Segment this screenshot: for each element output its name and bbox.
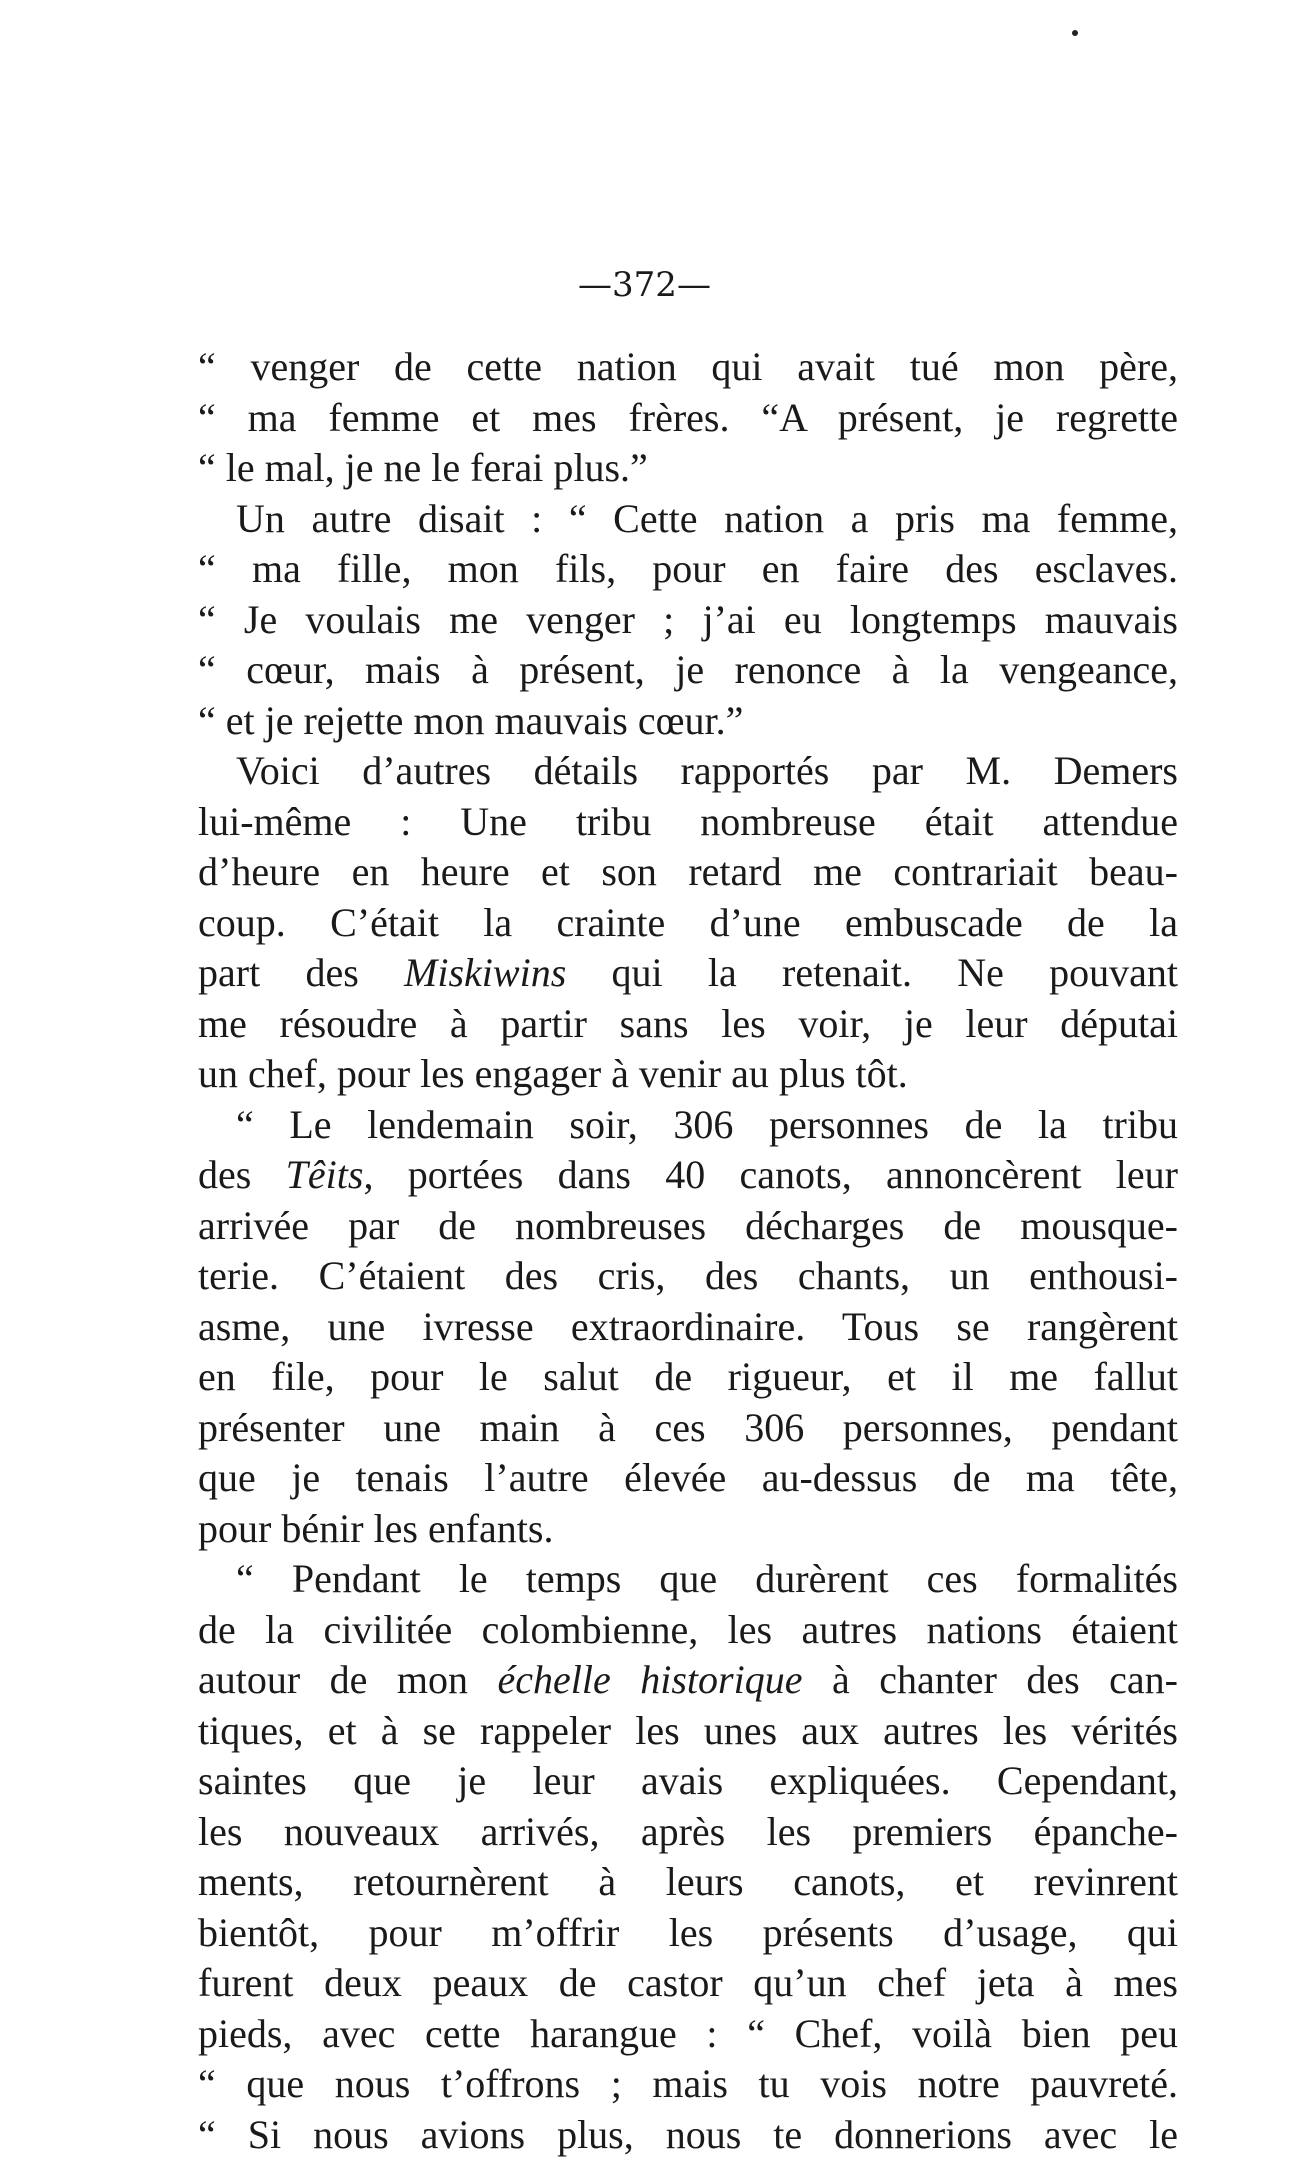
text-line-segment: Voici d’autres détails rapportés par M. Demers bbox=[236, 748, 1178, 793]
text-line bbox=[198, 1352, 1178, 1403]
page-body-text bbox=[198, 342, 1178, 2160]
text-line-segment: d’heure en heure et son retard me contrariait beau- bbox=[198, 849, 1178, 894]
text-line-segment: qui la retenait. Ne pouvant bbox=[566, 950, 1178, 995]
text-line bbox=[198, 1554, 1178, 1605]
text-line-segment: tiques, et à se rappeler les unes aux autres les vérités bbox=[198, 1707, 1178, 1753]
text-line bbox=[198, 443, 1178, 494]
page-number: —372— bbox=[578, 265, 711, 305]
text-line-segment: “ venger de cette nation qui avait tué mon père, bbox=[198, 344, 1178, 389]
text-line-segment: Un autre disait : “ Cette nation a pris ma femme, bbox=[236, 495, 1178, 541]
text-line-segment: “ Si nous avions plus, nous te donnerions avec le bbox=[198, 2111, 1178, 2157]
text-line-segment: bientôt, pour m’offrir les présents d’usage, qui bbox=[198, 1909, 1178, 1955]
text-line bbox=[198, 2009, 1178, 2060]
text-line bbox=[198, 1908, 1178, 1959]
text-line-segment: “ le mal, je ne le ferai plus.” bbox=[198, 445, 648, 490]
italic-term: Miskiwins bbox=[404, 950, 567, 995]
ink-speck bbox=[1072, 30, 1078, 36]
text-line-segment: un chef, pour les engager à venir au plus tôt. bbox=[198, 1051, 908, 1096]
text-line-segment: arrivée par de nombreuses décharges de mousque- bbox=[198, 1202, 1178, 1248]
text-line bbox=[198, 2110, 1178, 2161]
text-line bbox=[198, 1150, 1178, 1201]
text-line-segment: pour bénir les enfants. bbox=[198, 1505, 554, 1551]
text-line bbox=[198, 544, 1178, 595]
text-line bbox=[198, 1201, 1178, 1252]
text-line bbox=[198, 2059, 1178, 2110]
text-line bbox=[198, 1504, 1178, 1555]
text-line bbox=[198, 797, 1178, 848]
text-line-segment: “ Je voulais me venger ; j’ai eu longtemps mauvais bbox=[198, 596, 1178, 642]
text-line bbox=[198, 847, 1178, 898]
text-line-segment: saintes que je leur avais expliquées. Cependant, bbox=[198, 1758, 1178, 1803]
text-line-segment: me résoudre à partir sans les voir, je leur députai bbox=[198, 1000, 1178, 1046]
text-line bbox=[198, 1302, 1178, 1353]
text-line bbox=[198, 746, 1178, 797]
text-line-segment: part des bbox=[198, 950, 405, 995]
text-line bbox=[198, 393, 1178, 444]
text-line bbox=[198, 1958, 1178, 2009]
text-line-segment: lui-même : Une tribu nombreuse était attendue bbox=[198, 798, 1178, 844]
text-line-segment: terie. C’étaient des cris, des chants, un enthousi- bbox=[198, 1253, 1178, 1298]
text-line-segment: autour de mon bbox=[198, 1657, 498, 1702]
text-line bbox=[198, 1756, 1178, 1807]
text-line bbox=[198, 898, 1178, 949]
text-line-segment: en file, pour le salut de rigueur, et il me fallut bbox=[198, 1354, 1178, 1399]
text-line-segment: des bbox=[198, 1152, 286, 1197]
text-line-segment: “ Le lendemain soir, 306 personnes de la tribu bbox=[236, 1101, 1178, 1147]
text-line-segment: pieds, avec cette harangue : “ Chef, voilà bien peu bbox=[198, 2010, 1178, 2056]
text-line bbox=[198, 948, 1178, 999]
text-line bbox=[198, 1403, 1178, 1454]
text-line-segment: furent deux peaux de castor qu’un chef jeta à mes bbox=[198, 1960, 1178, 2005]
text-line bbox=[198, 999, 1178, 1050]
text-line-segment: “ ma fille, mon fils, pour en faire des esclaves. bbox=[198, 546, 1178, 591]
text-line-segment: de la civilitée colombienne, les autres nations étaient bbox=[198, 1606, 1178, 1652]
text-line-segment: à chanter des can- bbox=[802, 1657, 1178, 1702]
text-line bbox=[198, 696, 1178, 747]
text-line bbox=[198, 1857, 1178, 1908]
text-line bbox=[198, 342, 1178, 393]
text-line bbox=[198, 1251, 1178, 1302]
text-line-segment: que je tenais l’autre élevée au-dessus de ma tête, bbox=[198, 1455, 1178, 1500]
text-line-segment: les nouveaux arrivés, après les premiers épanche- bbox=[198, 1808, 1178, 1854]
text-line-segment: “ ma femme et mes frères. “A présent, je regrette bbox=[198, 394, 1178, 440]
text-line bbox=[198, 1605, 1178, 1656]
italic-term: Têits bbox=[285, 1152, 364, 1197]
text-line-segment: “ cœur, mais à présent, je renonce à la vengeance, bbox=[198, 647, 1178, 692]
text-line-segment: ments, retournèrent à leurs canots, et revinrent bbox=[198, 1859, 1178, 1904]
text-line bbox=[198, 1049, 1178, 1100]
text-line-segment: asme, une ivresse extraordinaire. Tous se rangèrent bbox=[198, 1303, 1178, 1349]
text-line bbox=[198, 1100, 1178, 1151]
text-line bbox=[198, 1655, 1178, 1706]
text-line bbox=[198, 1706, 1178, 1757]
text-line-segment: “ que nous t’offrons ; mais tu vois notre pauvreté. bbox=[198, 2061, 1178, 2106]
text-line bbox=[198, 1807, 1178, 1858]
text-line bbox=[198, 1453, 1178, 1504]
text-line bbox=[198, 595, 1178, 646]
text-line-segment: , portées dans 40 canots, annoncèrent leur bbox=[363, 1152, 1178, 1197]
text-line-segment: “ Pendant le temps que durèrent ces formalités bbox=[236, 1556, 1178, 1601]
text-line bbox=[198, 494, 1178, 545]
text-line-segment: “ et je rejette mon mauvais cœur.” bbox=[198, 697, 744, 743]
text-line-segment: présenter une main à ces 306 personnes, pendant bbox=[198, 1404, 1178, 1450]
italic-term: échelle historique bbox=[497, 1657, 803, 1702]
text-line-segment: coup. C’était la crainte d’une embuscade de la bbox=[198, 899, 1178, 945]
text-line bbox=[198, 645, 1178, 696]
